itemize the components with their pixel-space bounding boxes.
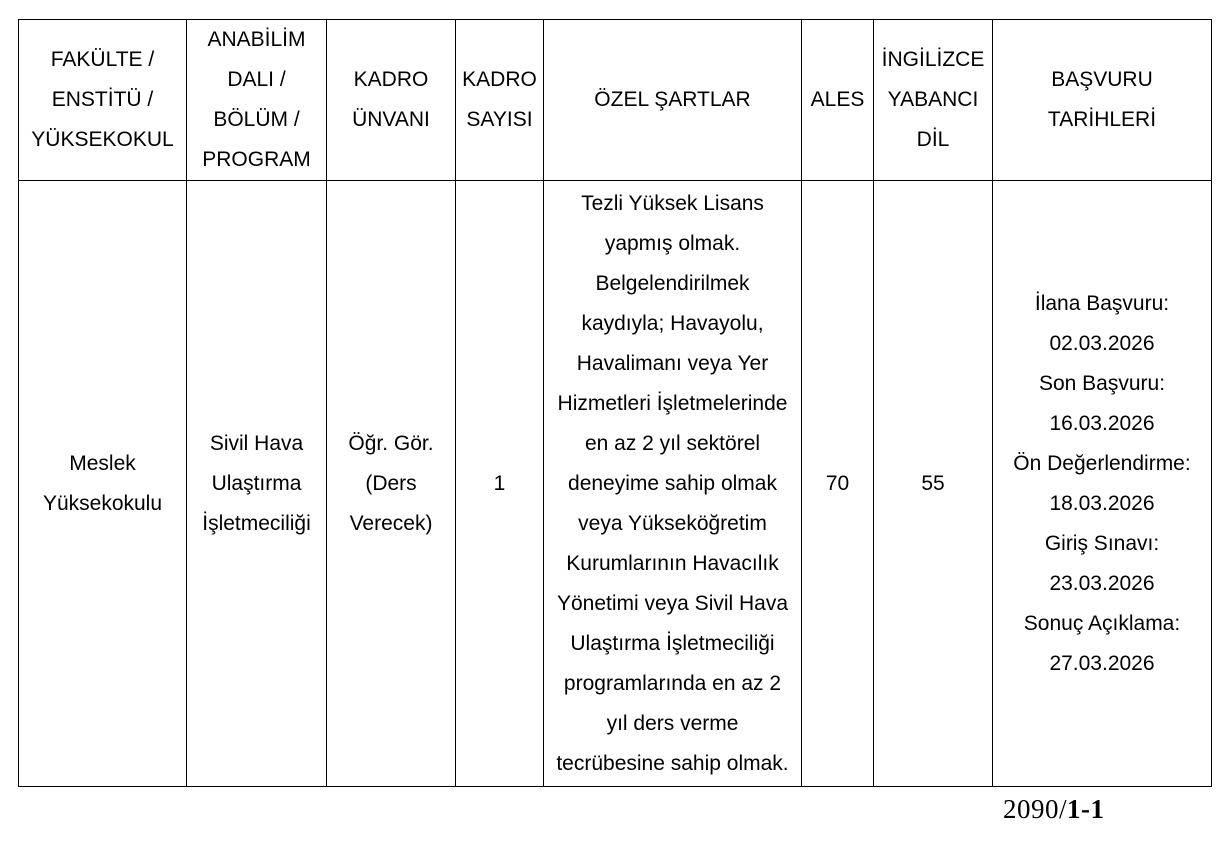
cell-ozel-sartlar-line: Havalimanı veya Yer <box>576 351 769 375</box>
header-kadro-unvani <box>327 20 456 181</box>
header-fakulte <box>19 20 187 181</box>
header-ingilizce-line: İNGİLİZCE <box>881 48 985 71</box>
cell-ozel-sartlar-line: programlarında en az 2 <box>563 671 782 695</box>
header-fakulte-line: YÜKSEKOKUL <box>31 128 174 151</box>
announcement-table <box>18 19 1212 787</box>
header-anabilim <box>187 20 327 181</box>
cell-ozel-sartlar-line: en az 2 yıl sektörel <box>584 431 761 455</box>
announcement-code <box>1003 794 1105 825</box>
cell-anabilim-line: İşletmeciliği <box>202 511 311 535</box>
cell-ozel-sartlar-line: Yönetimi veya Sivil Hava <box>556 591 789 615</box>
announcement-code-prefix: 2090/ <box>1003 794 1068 824</box>
cell-kadro-sayisi <box>456 181 544 787</box>
cell-basvuru-line: Son Başvuru: <box>1038 371 1166 395</box>
header-anabilim-line: BÖLÜM / <box>213 108 300 131</box>
cell-ozel-sartlar-line: Hizmetleri İşletmelerinde <box>557 391 788 415</box>
cell-anabilim <box>187 181 327 787</box>
cell-basvuru-line: 02.03.2026 <box>1049 331 1155 355</box>
header-anabilim-line: PROGRAM <box>202 148 311 171</box>
table-row <box>19 181 1212 787</box>
cell-anabilim-line: Ulaştırma <box>211 471 302 495</box>
cell-kadro-unvani-line: Öğr. Gör. <box>348 431 434 455</box>
cell-ozel-sartlar-line: veya Yükseköğretim <box>578 511 767 535</box>
cell-ingilizce-value: 55 <box>921 471 945 495</box>
header-ingilizce-line: YABANCI <box>887 88 979 111</box>
cell-ozel-sartlar-line: deneyime sahip olmak <box>568 471 777 495</box>
cell-kadro-unvani-line: (Ders <box>365 471 417 495</box>
cell-basvuru-line: Ön Değerlendirme: <box>1013 451 1191 475</box>
cell-ozel-sartlar <box>544 181 802 787</box>
cell-basvuru-line: 16.03.2026 <box>1049 411 1155 435</box>
header-kadro-sayisi <box>456 20 544 181</box>
header-kadro-sayisi-line: KADRO <box>462 68 537 91</box>
header-ales <box>802 20 874 181</box>
header-ingilizce-line: DİL <box>916 128 950 151</box>
header-row <box>19 20 1212 181</box>
cell-anabilim-line: Sivil Hava <box>209 431 304 455</box>
cell-ingilizce <box>874 181 993 787</box>
cell-basvuru-line: 27.03.2026 <box>1049 651 1155 675</box>
header-ozel-sartlar-label: ÖZEL ŞARTLAR <box>594 88 751 111</box>
cell-fakulte-line: Yüksekokulu <box>42 491 163 515</box>
header-basvuru-line: BAŞVURU <box>1051 68 1153 91</box>
header-fakulte-line: ENSTİTÜ / <box>51 88 154 111</box>
cell-kadro-sayisi-value: 1 <box>493 471 506 495</box>
header-ozel-sartlar <box>544 20 802 181</box>
cell-ales-value: 70 <box>825 471 850 495</box>
cell-fakulte-line: Meslek <box>69 451 136 475</box>
header-basvuru <box>993 20 1212 181</box>
header-ingilizce <box>874 20 993 181</box>
cell-kadro-unvani <box>327 181 456 787</box>
cell-basvuru-line: Giriş Sınavı: <box>1044 531 1160 555</box>
header-anabilim-line: DALI / <box>227 68 286 91</box>
cell-ozel-sartlar-line: yapmış olmak. <box>604 231 741 255</box>
cell-basvuru-line: İlana Başvuru: <box>1034 291 1170 315</box>
header-kadro-sayisi-line: SAYISI <box>466 108 533 131</box>
header-fakulte-line: FAKÜLTE / <box>50 48 155 71</box>
cell-basvuru <box>993 181 1212 787</box>
cell-basvuru-line: 18.03.2026 <box>1049 491 1155 515</box>
cell-basvuru-line: Sonuç Açıklama: <box>1023 611 1181 635</box>
cell-ozel-sartlar-line: kaydıyla; Havayolu, <box>581 311 764 335</box>
cell-ozel-sartlar-line: Ulaştırma İşletmeciliği <box>570 631 775 655</box>
header-kadro-unvani-line: ÜNVANI <box>352 108 430 131</box>
cell-ozel-sartlar-line: tecrübesine sahip olmak. <box>556 751 789 775</box>
header-anabilim-line: ANABİLİM <box>207 28 306 51</box>
cell-ozel-sartlar-line: Tezli Yüksek Lisans <box>581 191 764 215</box>
cell-ozel-sartlar-line: yıl ders verme <box>606 711 739 735</box>
cell-fakulte <box>19 181 187 787</box>
announcement-code-suffix: 1-1 <box>1067 794 1105 824</box>
header-basvuru-line: TARİHLERİ <box>1047 108 1157 131</box>
cell-ozel-sartlar-line: Belgelendirilmek <box>595 271 750 295</box>
cell-ales <box>802 181 874 787</box>
cell-basvuru-line: 23.03.2026 <box>1049 571 1155 595</box>
header-kadro-unvani-line: KADRO <box>353 68 429 91</box>
header-ales-label: ALES <box>810 88 865 111</box>
cell-ozel-sartlar-line: Kurumlarının Havacılık <box>566 551 779 575</box>
cell-kadro-unvani-line: Verecek) <box>349 511 433 535</box>
